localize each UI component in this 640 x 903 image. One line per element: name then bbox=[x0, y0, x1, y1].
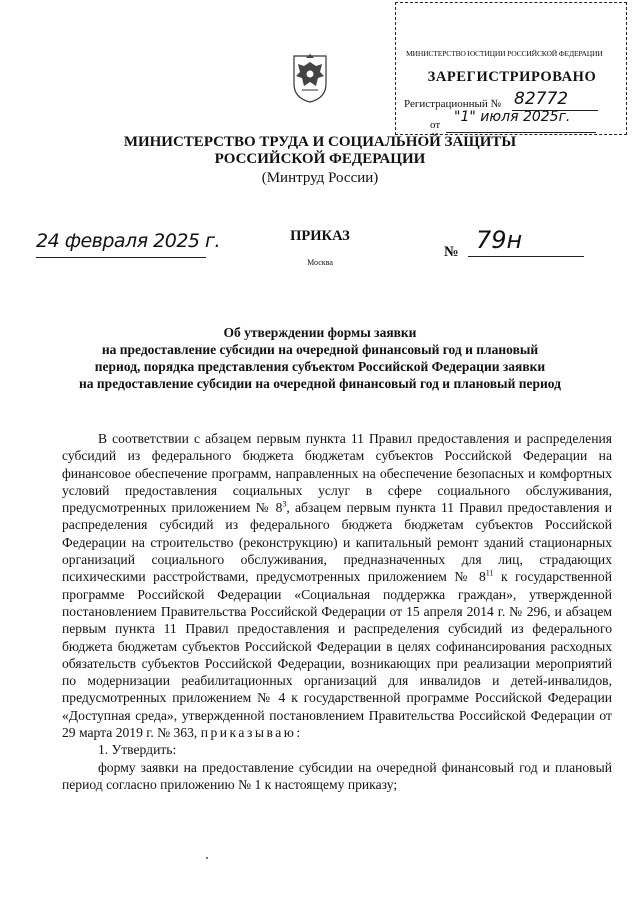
paragraph-text: к государственной программе Российской Федерации «Социальная поддержка граждан», утвержденной постановлением Правительства Российской Федерации от 15 апреля 2014 г. № 296, и абзацем первым пункта 11 Правил предоставления и распределения субсидий из федерального бюджета бюджетам субъектов Российской Федерации в целях софинансирования расходных обязательств субъектов Российской Федерации, возникающих при реализации мероприятий по модернизации реабилитационных организаций для инвалидов и детей-инвалидов, предусмотренных приложением № 4 к государственной программе Российской Федерации «Доступная среда», утвержденной постановлением Правительства Российской Федерации от 29 марта 2019 г. № 363, bbox=[62, 569, 612, 741]
body-paragraph: форму заявки на предоставление субсидии на очередной финансовый год и плановый период согласно приложению № 1 к настоящему приказу; bbox=[62, 759, 612, 792]
body-paragraph: 1. Утвердить: bbox=[98, 742, 177, 758]
city-name: Москва bbox=[307, 258, 333, 267]
stamp-reg-number-label: Регистрационный № bbox=[404, 98, 502, 110]
coat-of-arms-icon bbox=[288, 50, 332, 104]
handwritten-order-number: 79н bbox=[476, 226, 523, 254]
ministry-line: МИНИСТЕРСТВО ТРУДА И СОЦИАЛЬНОЙ ЗАЩИТЫ bbox=[123, 134, 517, 150]
subject-line: Об утверждении формы заявки bbox=[223, 325, 417, 340]
paragraph-text: , абзацем первым пункта 11 Правил предоставления и распределения субсидий из федерального бюджета бюджетам субъектов Российской Федерации на строительство (реконструкцию) и капитальный ремонт зданий стационарных организаций социального обслуживания, предназначенных для лиц, страдающих психическими расстройствами, предусмотренных приложением № 8 bbox=[62, 500, 613, 585]
stamp-date-value: "1" июля 2025г. bbox=[454, 109, 571, 125]
number-underline bbox=[468, 256, 584, 257]
registration-stamp bbox=[395, 2, 627, 135]
number-sign: № bbox=[444, 244, 459, 260]
ministry-line: РОССИЙСКОЙ ФЕДЕРАЦИИ bbox=[214, 151, 426, 167]
paragraph-text: В соответствии с абзацем первым пункта 11 Правил предоставления и распределения субсидий из федерального бюджета бюджетам субъектов Российской Федерации на финансовое обеспечение программ, направленных на обеспечение безопасных и комфортных условий предоставления социальных услуг в сфере социального обслуживания, предусмотренных приложением № 8 bbox=[62, 431, 612, 516]
order-title: ПРИКАЗ bbox=[290, 228, 350, 244]
subject-line: период, порядка представления субъектом Российской Федерации заявки bbox=[94, 359, 546, 374]
stamp-date-label: от bbox=[430, 119, 441, 131]
stamp-underline bbox=[446, 132, 596, 133]
subject-line: на предоставление субсидии на очередной финансовый год и плановый bbox=[101, 342, 539, 357]
ministry-name bbox=[100, 134, 540, 168]
superscript: 11 bbox=[485, 568, 494, 578]
handwritten-date: 24 февраля 2025 г. bbox=[36, 230, 221, 252]
stamp-registered: ЗАРЕГИСТРИРОВАНО bbox=[427, 69, 597, 85]
body-paragraph bbox=[62, 430, 612, 741]
scan-speck bbox=[206, 857, 208, 859]
ministry-abbreviation: (Минтруд России) bbox=[261, 170, 379, 186]
superscript: 3 bbox=[282, 499, 287, 509]
date-underline bbox=[36, 257, 206, 258]
document-subject bbox=[30, 324, 610, 392]
stamp-reg-number-value: 82772 bbox=[514, 89, 569, 109]
document-body bbox=[62, 430, 612, 793]
stamp-ministry: МИНИСТЕРСТВО ЮСТИЦИИ РОССИЙСКОЙ ФЕДЕРАЦИИ bbox=[406, 49, 603, 58]
order-word: приказываю: bbox=[200, 725, 303, 741]
subject-line: на предоставление субсидии на очередной финансовый год и плановый период bbox=[79, 376, 561, 391]
